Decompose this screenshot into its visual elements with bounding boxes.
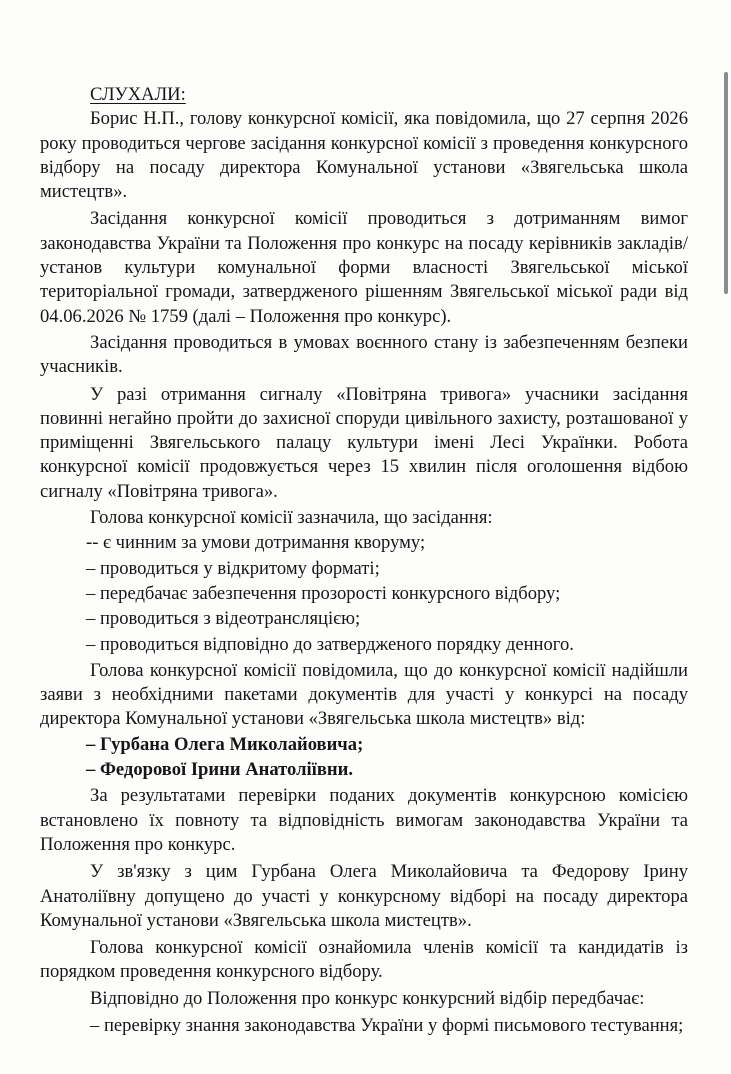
paragraph-martial-law: Засідання проводиться в умовах воєнного стану із забезпеченням безпеки учасників. [40, 331, 688, 378]
paragraph-meeting-status: Голова конкурсної комісії зазначила, що засідання: [90, 507, 493, 529]
candidate-item: – Федорової Ірини Анатоліївни. [86, 759, 353, 781]
list-item: – проводиться відповідно до затвердженого порядку денного. [86, 633, 574, 655]
paragraph-verification: За результатами перевірки поданих документів конкурсною комісією встановлено їх повноту та відповідність вимогам законодавства України та Положення про конкурс. [40, 785, 688, 855]
list-item: – проводиться з відеотрансляцією; [86, 608, 361, 630]
list-item: -- є чинним за умови дотримання кворуму; [86, 532, 426, 554]
candidate-item: – Гурбана Олега Миколайовича; [86, 733, 364, 755]
document-body [40, 83, 688, 1038]
paragraph-admission: У зв'язку з цим Гурбана Олега Миколайовича та Федорову Ірину Анатоліївну допущено до участі у конкурсному відборі на посаду директора Комунальної установи «Звягельська школа мистецтв». [40, 861, 688, 931]
meeting-conditions-list [40, 531, 688, 656]
candidates-list [40, 733, 688, 783]
list-item: – проводиться у відкритому форматі; [86, 557, 380, 579]
scrollbar[interactable] [724, 72, 728, 294]
paragraph-procedure: Голова конкурсної комісії ознайомила членів комісії та кандидатів із порядком проведення конкурсного відбору. [40, 937, 688, 983]
paragraph-selection-stages: Відповідно до Положення про конкурс конкурсний відбір передбачає: [90, 987, 645, 1009]
paragraph-applications: Голова конкурсної комісії повідомила, що до конкурсної комісії надійшли заяви з необхідними пакетами документів для участі у конкурсі на посаду директора Комунальної установи «Звягельська школа мистецтв» від: [40, 659, 688, 730]
paragraph-announcement: Борис Н.П., голову конкурсної комісії, яка повідомила, що 27 серпня 2026 року проводиться чергове засідання конкурсної комісії з проведення конкурсного відбору на посаду директора Комунальної установи «Звягельська школа мистецтв». [40, 108, 688, 203]
list-item: – передбачає забезпечення прозорості конкурсного відбору; [86, 582, 561, 604]
paragraph-air-raid: У разі отримання сигналу «Повітряна тривога» учасники засідання повинні негайно пройти до захисної споруди цивільного захисту, розташованої у приміщенні Звягельського палацу культури імені Лесі Українки. Робота конкурсної комісії продовжується через 15 хвилин після оголошення відбою сигналу «Повітряна тривога». [40, 383, 688, 502]
paragraph-testing: – перевірку знання законодавства України у формі письмового тестування; [90, 1014, 684, 1036]
paragraph-legal-basis: Засідання конкурсної комісії проводиться з дотриманням вимог законодавства України та Положення про конкурс на посаду керівників закладів/установ культури комунальної форми власності Звягельської міської територіальної громади, затвердженого рішенням Звягельської міської ради від 04.06.2026 № 1759 (далі – Положення про конкурс). [40, 208, 688, 327]
section-heading: СЛУХАЛИ: [90, 84, 186, 105]
